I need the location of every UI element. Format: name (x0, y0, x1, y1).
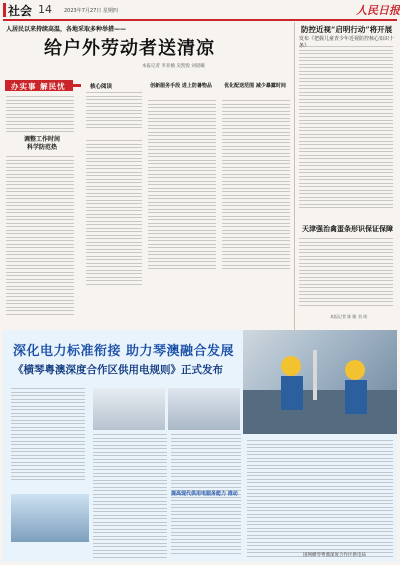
col4-text (222, 100, 290, 272)
feature-text-4 (171, 500, 241, 556)
right-col-text-1 (299, 46, 393, 211)
feature-text-2 (93, 434, 167, 560)
hero-photo (243, 330, 397, 434)
banner-text: 办实事 解民忧 (11, 82, 66, 91)
left-col-text-1 (6, 96, 74, 135)
core-reading-head: 核心阅读 (90, 84, 113, 90)
feature-caption-head: 提高现代供用电服务能力 推动 (171, 491, 238, 497)
left-banner (5, 80, 73, 91)
right-credit: 本报记者 陈 瞻 刘 琦 (330, 314, 368, 319)
left-col-text-2 (6, 156, 74, 317)
feature-title: 深化电力标准衔接 助力琴澳融合发展 (13, 344, 235, 359)
lead-kicker: 人居民以来持续高温，各地采取多种举措—— (6, 26, 127, 33)
left-col-section-head: 调整工作时间 科学防范热 (23, 136, 60, 151)
right-subhead-1: 发布《把握儿童青少年近视防控核心知识十 (299, 36, 395, 42)
section-name: 社会 (8, 4, 33, 18)
newspaper-logo: 人民日报 (356, 4, 400, 17)
page-number: 14 (38, 3, 52, 16)
col2-text (86, 140, 142, 287)
right-column-divider (294, 22, 295, 330)
masthead-rule (3, 19, 397, 21)
lead-byline: 本报记者 李亚楠 吴凯悦 刘晨曦 (142, 64, 205, 69)
feature-footer: 国网横琴粤澳深度合作区供电局 (303, 553, 366, 558)
feature-text-5 (247, 440, 393, 559)
col3-text (148, 100, 216, 272)
lead-headline: 给户外劳动者送清凉 (44, 38, 215, 59)
masthead (0, 0, 400, 20)
banner-tail (73, 84, 81, 87)
right-headline-2: 天津强治禽蛋条形识保证保障 (302, 224, 393, 233)
subhead-delivery: 优化配送范围 减少暴露时间 (224, 83, 286, 89)
photo-office (93, 388, 165, 430)
photo-meeting (168, 388, 240, 430)
feature-panel (3, 330, 397, 562)
feature-subtitle: 《横琴粤澳深度合作区供用电规则》正式发布 (13, 364, 223, 376)
date-line: 2023年7月27日 星期四 (64, 8, 118, 14)
workers-illustration (243, 330, 397, 434)
feature-text-1 (11, 388, 85, 483)
section-marker (3, 3, 6, 17)
right-headline-1: 防控近视“启明行动”将开展 (301, 25, 393, 34)
subhead-innovation: 创新服务手段 进上防暑物品 (150, 83, 212, 89)
photo-grid (11, 494, 89, 542)
right-col-text-2 (299, 238, 393, 308)
core-reading-text (86, 92, 142, 131)
